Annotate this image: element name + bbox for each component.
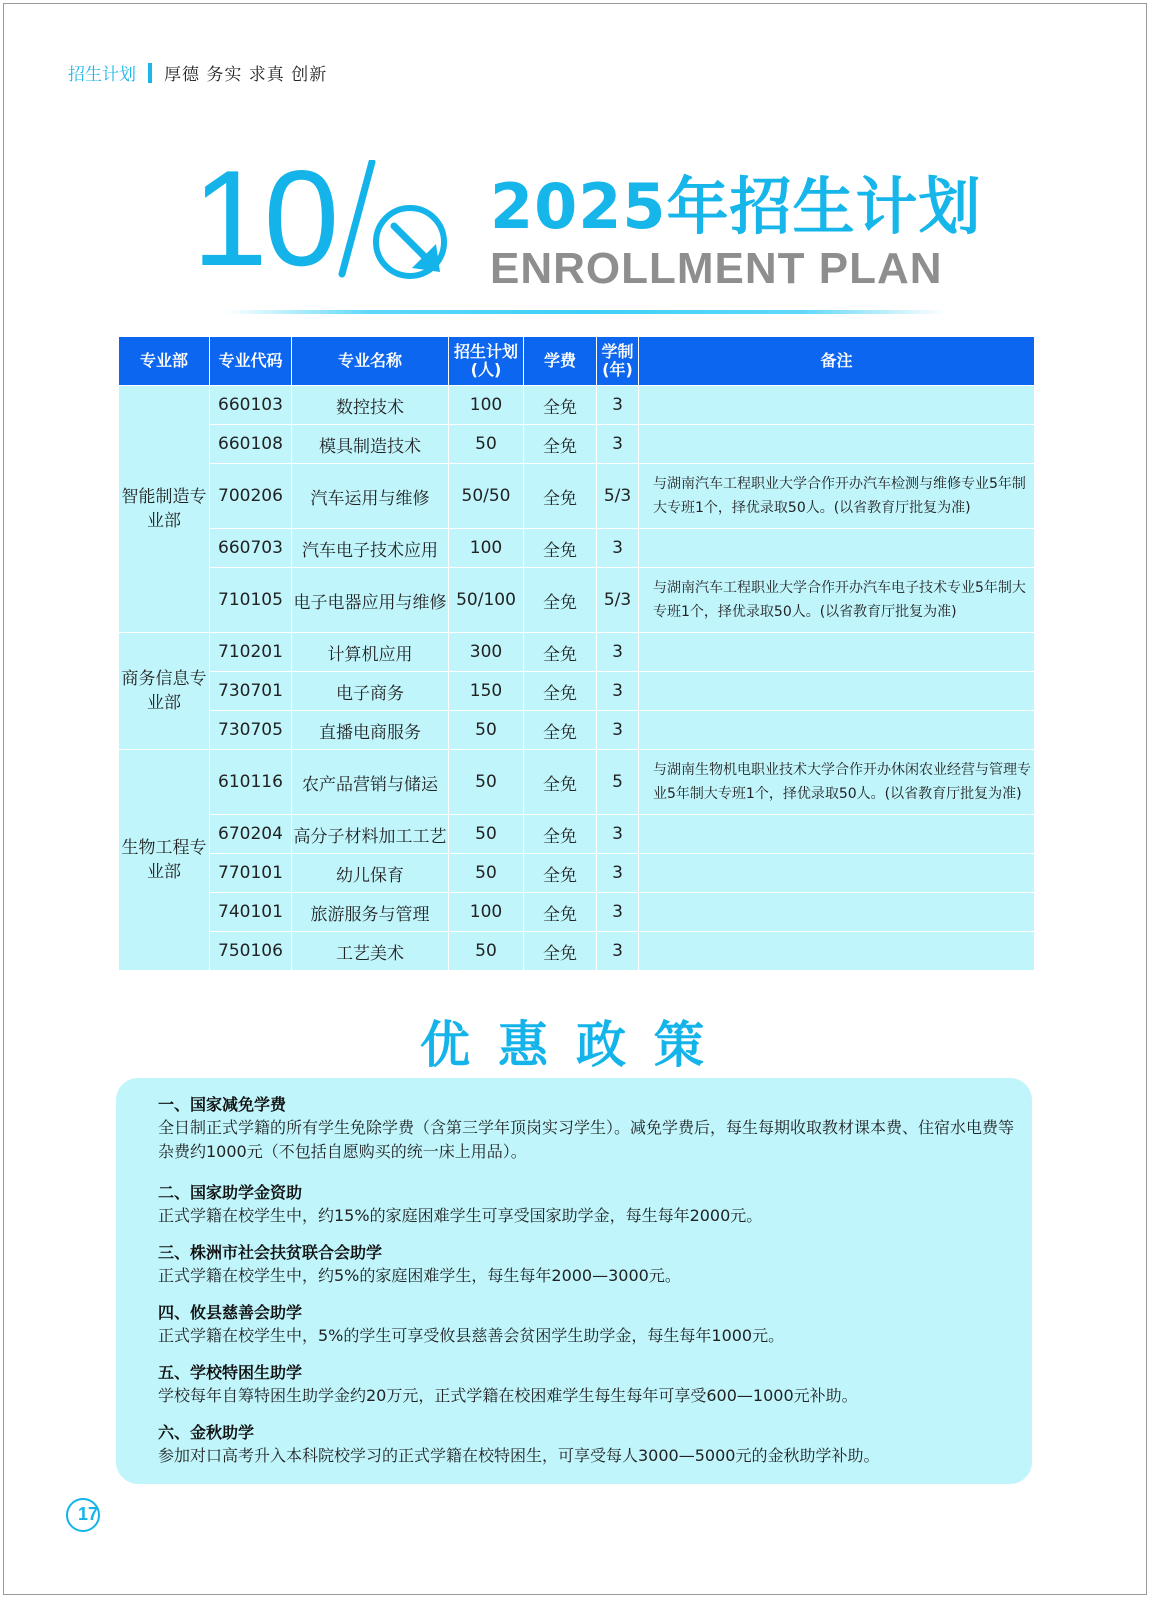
major-cell: 模具制造技术: [292, 425, 449, 464]
department-cell: 商务信息专业部: [119, 633, 210, 750]
years-cell: 3: [597, 672, 639, 711]
table-row: [119, 529, 1035, 568]
table-row: [119, 464, 1035, 529]
enrollment-table: [118, 336, 1035, 971]
years-cell: 3: [597, 529, 639, 568]
policy-title: 优惠政策: [420, 1016, 732, 1074]
major-cell: 旅游服务与管理: [292, 893, 449, 932]
years-cell: 3: [597, 854, 639, 893]
major-cell: 汽车运用与维修: [292, 464, 449, 529]
fee-cell: 全免: [524, 425, 597, 464]
years-cell: 5/3: [597, 568, 639, 633]
fee-cell: 全免: [524, 464, 597, 529]
note-cell: 与湖南生物机电职业技术大学合作开办休闲农业经营与管理专业5年制大专班1个，择优录取50人。(以省教育厅批复为准): [639, 750, 1035, 815]
section-title-en: ENROLLMENT PLAN: [490, 244, 943, 293]
plan-cell: 50: [449, 815, 524, 854]
policy-body: 正式学籍在校学生中，5%的学生可享受攸县慈善会贫困学生助学金，每生每年1000元。: [158, 1326, 785, 1345]
code-cell: 730705: [210, 711, 292, 750]
plan-cell: 50: [449, 750, 524, 815]
fee-cell: 全免: [524, 750, 597, 815]
code-cell: 660703: [210, 529, 292, 568]
policy-item: [158, 1182, 1018, 1228]
major-cell: 计算机应用: [292, 633, 449, 672]
header-major: 专业名称: [292, 337, 449, 386]
code-cell: 610116: [210, 750, 292, 815]
table-row: [119, 425, 1035, 464]
fee-cell: 全免: [524, 529, 597, 568]
header-motto: 厚德 务实 求真 创新: [164, 65, 328, 85]
header-brand: 招生计划: [68, 65, 136, 85]
plan-cell: 50/50: [449, 464, 524, 529]
fee-cell: 全免: [524, 893, 597, 932]
policy-item: [158, 1362, 1018, 1408]
header-note: 备注: [639, 337, 1035, 386]
table-header-row: [119, 337, 1035, 386]
code-cell: 710201: [210, 633, 292, 672]
plan-cell: 50: [449, 854, 524, 893]
plan-cell: 100: [449, 386, 524, 425]
years-cell: 3: [597, 815, 639, 854]
policy-heading: 三、株洲市社会扶贫联合会助学: [158, 1243, 383, 1262]
policy-body: 正式学籍在校学生中，约5%的家庭困难学生，每生每年2000—3000元。: [158, 1266, 681, 1285]
policy-item: [158, 1094, 1018, 1164]
policy-body: 参加对口高考升入本科院校学习的正式学籍在校特困生，可享受每人3000—5000元的金秋助学补助。: [158, 1446, 880, 1465]
plan-cell: 100: [449, 529, 524, 568]
header-years: 学制(年): [597, 337, 639, 386]
fee-cell: 全免: [524, 711, 597, 750]
department-cell: 生物工程专业部: [119, 750, 210, 971]
note-cell: [639, 672, 1035, 711]
section-title-cn: 2025年招生计划: [490, 170, 982, 243]
note-cell: 与湖南汽车工程职业大学合作开办汽车电子技术专业5年制大专班1个，择优录取50人。(以省教育厅批复为准): [639, 568, 1035, 633]
major-cell: 直播电商服务: [292, 711, 449, 750]
policy-item: [158, 1422, 1018, 1468]
running-header: [68, 60, 327, 85]
plan-cell: 50: [449, 711, 524, 750]
code-cell: 660108: [210, 425, 292, 464]
note-cell: [639, 633, 1035, 672]
plan-cell: 50: [449, 932, 524, 971]
code-cell: 730701: [210, 672, 292, 711]
major-cell: 电子电器应用与维修: [292, 568, 449, 633]
major-cell: 汽车电子技术应用: [292, 529, 449, 568]
department-cell: 智能制造专业部: [119, 386, 210, 633]
header-code: 专业代码: [210, 337, 292, 386]
code-cell: 660103: [210, 386, 292, 425]
table-row: [119, 750, 1035, 815]
note-cell: [639, 386, 1035, 425]
header-department: 专业部: [119, 337, 210, 386]
policy-item: [158, 1302, 1018, 1348]
policy-body: 全日制正式学籍的所有学生免除学费（含第三学年顶岗实习学生）。减免学费后，每生每期收取教材课本费、住宿水电费等杂费约1000元（不包括自愿购买的统一床上用品）。: [158, 1118, 1015, 1161]
header-plan: 招生计划(人): [449, 337, 524, 386]
table-row: [119, 893, 1035, 932]
years-cell: 5: [597, 750, 639, 815]
table-row: [119, 672, 1035, 711]
table-row: [119, 711, 1035, 750]
table-row: [119, 386, 1035, 425]
table-row: [119, 815, 1035, 854]
fee-cell: 全免: [524, 633, 597, 672]
years-cell: 3: [597, 425, 639, 464]
years-cell: 3: [597, 711, 639, 750]
table-row: [119, 633, 1035, 672]
code-cell: 750106: [210, 932, 292, 971]
plan-cell: 150: [449, 672, 524, 711]
note-cell: [639, 815, 1035, 854]
policy-heading: 四、攸县慈善会助学: [158, 1303, 303, 1322]
major-cell: 工艺美术: [292, 932, 449, 971]
page-number: 17: [78, 1504, 99, 1524]
note-cell: [639, 711, 1035, 750]
fee-cell: 全免: [524, 932, 597, 971]
code-cell: 740101: [210, 893, 292, 932]
plan-cell: 100: [449, 893, 524, 932]
note-cell: [639, 854, 1035, 893]
fee-cell: 全免: [524, 568, 597, 633]
slash-arrow-icon: [328, 160, 458, 290]
code-cell: 670204: [210, 815, 292, 854]
page-number-badge: [66, 1498, 100, 1532]
major-cell: 幼儿保育: [292, 854, 449, 893]
title-underline: [225, 310, 945, 314]
note-cell: 与湖南汽车工程职业大学合作开办汽车检测与维修专业5年制大专班1个，择优录取50人。(以省教育厅批复为准): [639, 464, 1035, 529]
fee-cell: 全免: [524, 815, 597, 854]
major-cell: 电子商务: [292, 672, 449, 711]
plan-cell: 50: [449, 425, 524, 464]
code-cell: 770101: [210, 854, 292, 893]
plan-cell: 50/100: [449, 568, 524, 633]
policy-heading: 五、学校特困生助学: [158, 1363, 303, 1382]
code-cell: 700206: [210, 464, 292, 529]
policy-body: 正式学籍在校学生中，约15%的家庭困难学生可享受国家助学金，每生每年2000元。: [158, 1206, 763, 1225]
major-cell: 高分子材料加工工艺: [292, 815, 449, 854]
policy-body: 学校每年自筹特困生助学金约20万元，正式学籍在校困难学生每生每年可享受600—1000元补助。: [158, 1386, 858, 1405]
policy-heading: 二、国家助学金资助: [158, 1183, 303, 1202]
years-cell: 3: [597, 893, 639, 932]
fee-cell: 全免: [524, 672, 597, 711]
policy-heading: 六、金秋助学: [158, 1423, 255, 1442]
note-cell: [639, 529, 1035, 568]
years-cell: 3: [597, 386, 639, 425]
header-divider: [148, 63, 152, 83]
years-cell: 3: [597, 932, 639, 971]
note-cell: [639, 932, 1035, 971]
plan-cell: 300: [449, 633, 524, 672]
fee-cell: 全免: [524, 386, 597, 425]
policy-item: [158, 1242, 1018, 1288]
policy-heading: 一、国家减免学费: [158, 1095, 287, 1114]
note-cell: [639, 425, 1035, 464]
years-cell: 5/3: [597, 464, 639, 529]
fee-cell: 全免: [524, 854, 597, 893]
section-number: 10: [192, 142, 336, 294]
note-cell: [639, 893, 1035, 932]
years-cell: 3: [597, 633, 639, 672]
major-cell: 数控技术: [292, 386, 449, 425]
code-cell: 710105: [210, 568, 292, 633]
table-row: [119, 568, 1035, 633]
table-row: [119, 932, 1035, 971]
major-cell: 农产品营销与储运: [292, 750, 449, 815]
policy-box: [116, 1078, 1032, 1484]
header-fee: 学费: [524, 337, 597, 386]
table-row: [119, 854, 1035, 893]
